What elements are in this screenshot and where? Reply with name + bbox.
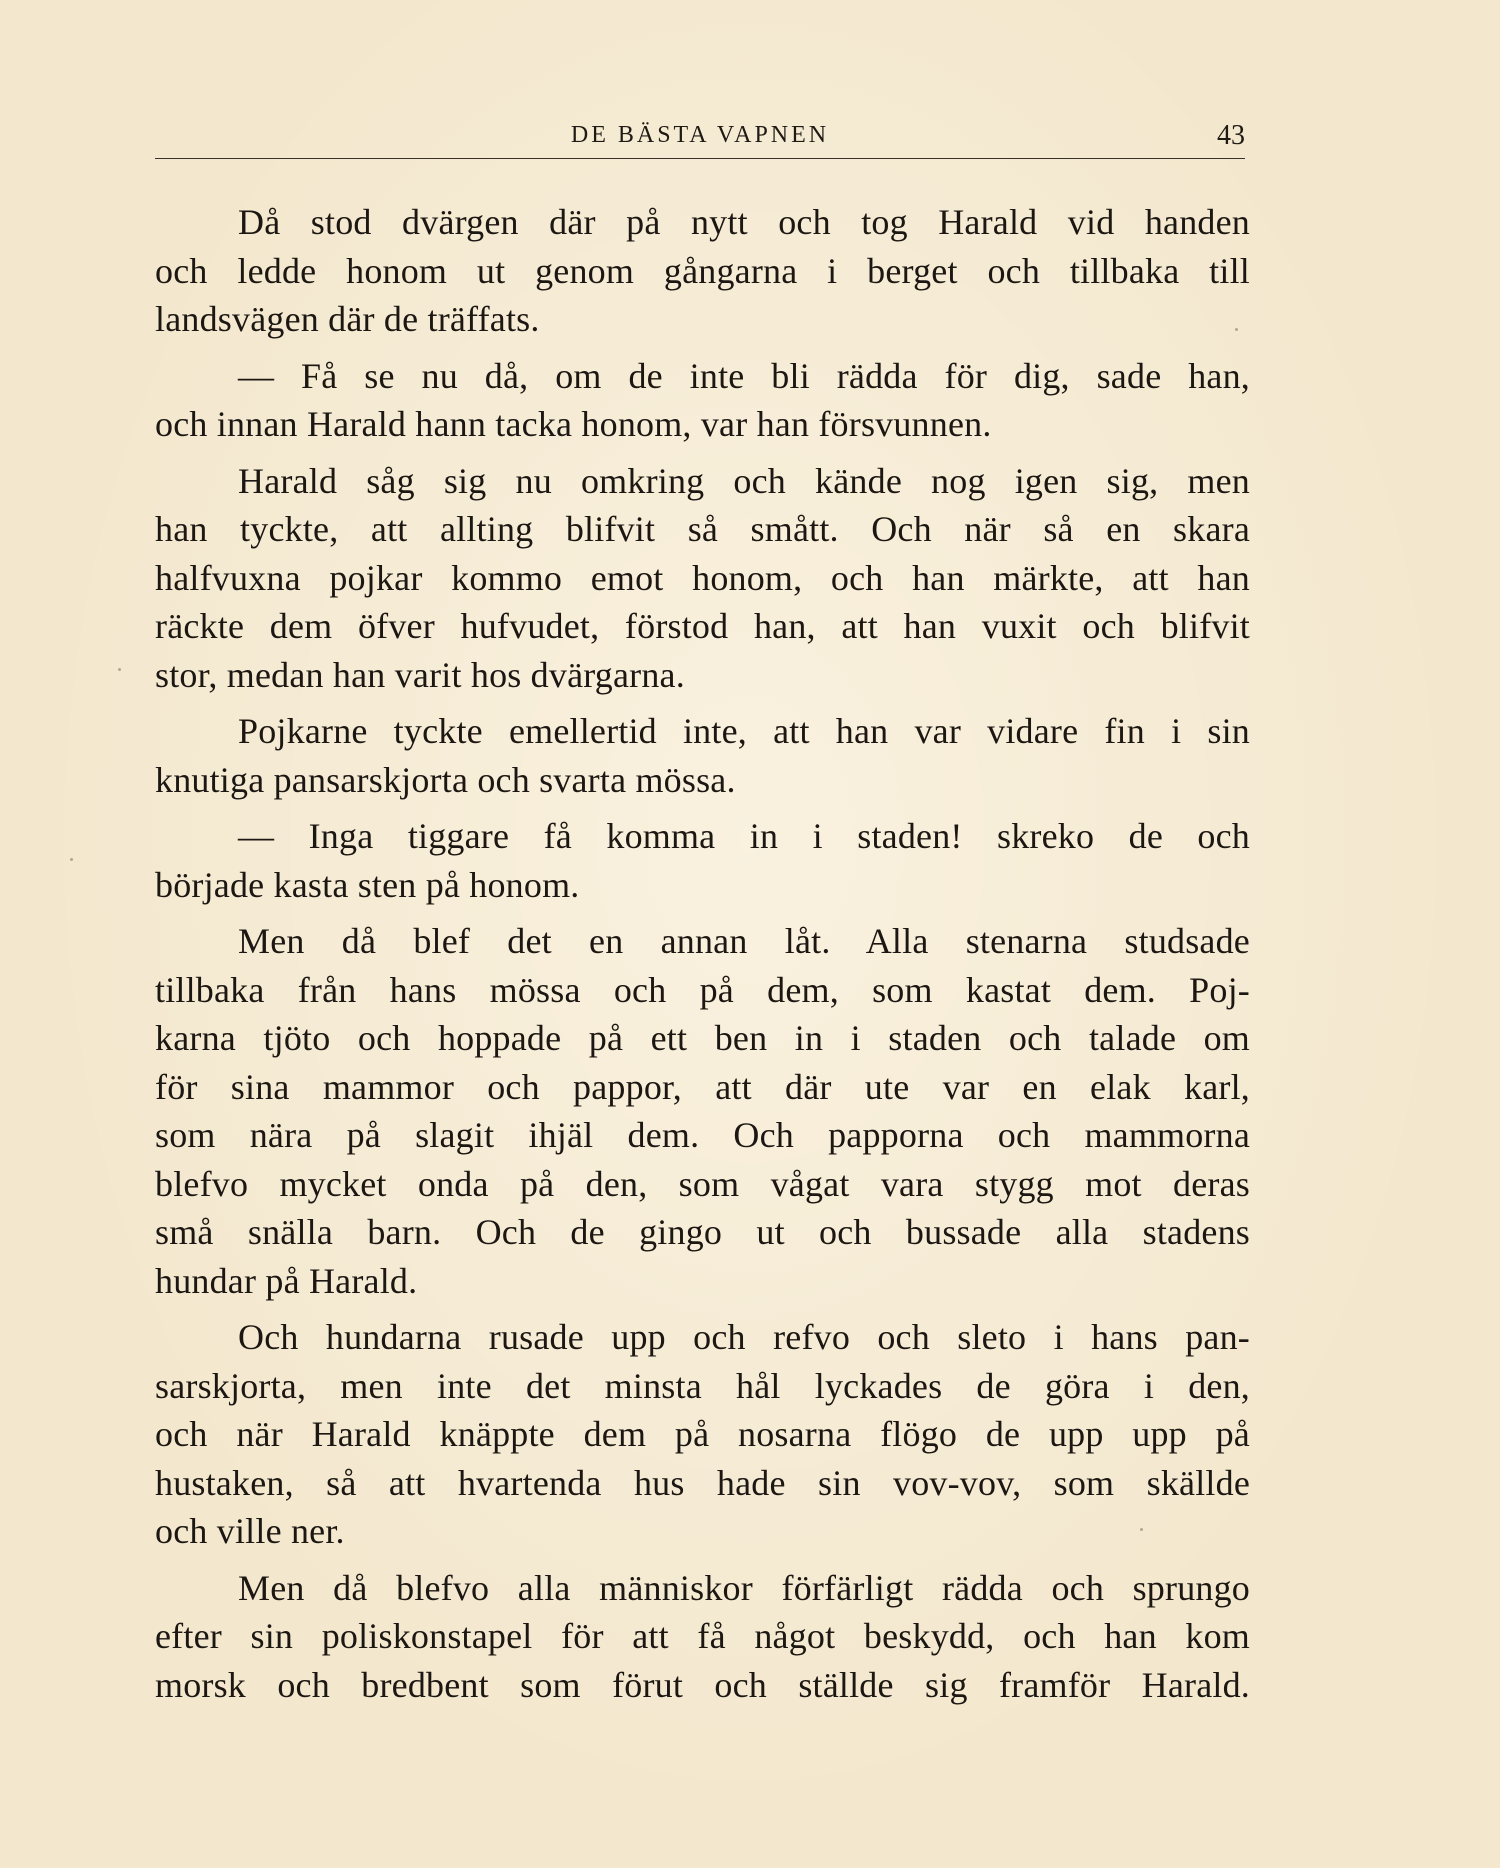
text-line: stor, medan han varit hos dvärgarna. xyxy=(155,654,685,695)
text-line: blefvo mycket onda på den, som vågat vara stygg mot deras xyxy=(155,1163,1250,1204)
text-line: och innan Harald hann tacka honom, var han försvunnen. xyxy=(155,404,992,444)
text-line: som nära på slagit ihjäl dem. Och papporna och mammorna xyxy=(155,1115,1250,1155)
text-line: Men då blefvo alla människor förfärligt rädda och sprungo xyxy=(238,1567,1250,1608)
text-line: — Få se nu då, om de inte bli rädda för dig, sade han, xyxy=(238,355,1250,396)
text-line: Men då blef det en annan låt. Alla stenarna studsade xyxy=(238,921,1250,961)
text-line: för sina mammor och pappor, att där ute var en elak karl, xyxy=(155,1066,1250,1107)
running-title: DE BÄSTA VAPNEN xyxy=(570,122,830,148)
text-line: halfvuxna pojkar kommo emot honom, och han märkte, att han xyxy=(155,557,1250,598)
text-line: små snälla barn. Och de gingo ut och bussade alla stadens xyxy=(155,1212,1250,1252)
text-line: började kasta sten på honom. xyxy=(155,864,580,905)
text-line: Harald såg sig nu omkring och kände nog igen sig, men xyxy=(238,460,1250,501)
text-line: knutiga pansarskjorta och svarta mössa. xyxy=(155,759,736,800)
body-text xyxy=(155,198,1250,1709)
paper-speck xyxy=(70,858,73,861)
paragraph xyxy=(155,707,1250,804)
paragraph xyxy=(155,1564,1250,1710)
running-head xyxy=(155,118,1245,158)
header-rule xyxy=(155,158,1245,159)
text-line: och när Harald knäppte dem på nosarna flögo de upp upp på xyxy=(155,1414,1250,1454)
paragraph xyxy=(155,352,1250,449)
text-line: han tyckte, att allting blifvit så smått. Och när så en skara xyxy=(155,509,1250,549)
paragraph xyxy=(155,812,1250,909)
text-line: räckte dem öfver hufvudet, förstod han, att han vuxit och blifvit xyxy=(155,606,1250,646)
paragraph xyxy=(155,198,1250,344)
paper-speck xyxy=(1235,328,1238,331)
text-line: hundar på Harald. xyxy=(155,1260,418,1301)
text-line: karna tjöto och hoppade på ett ben in i staden och talade om xyxy=(155,1018,1250,1058)
text-line: — Inga tiggare få komma in i staden! skreko de och xyxy=(238,816,1250,856)
text-line: landsvägen där de träffats. xyxy=(155,299,540,339)
text-line: och ville ner. xyxy=(155,1511,345,1551)
paragraph xyxy=(155,457,1250,700)
text-line: morsk och bredbent som förut och ställde sig framför Harald. xyxy=(155,1664,1250,1705)
text-line: Då stod dvärgen där på nytt och tog Harald vid handen xyxy=(238,202,1250,242)
paper-speck xyxy=(118,668,121,671)
page-number: 43 xyxy=(1217,120,1245,151)
text-line: efter sin poliskonstapel för att få något beskydd, och han kom xyxy=(155,1616,1250,1656)
text-line: och ledde honom ut genom gångarna i berget och tillbaka till xyxy=(155,250,1250,291)
text-line: sarskjorta, men inte det minsta hål lyckades de göra i den, xyxy=(155,1365,1250,1406)
paragraph xyxy=(155,917,1250,1305)
paragraph xyxy=(155,1313,1250,1556)
text-line: tillbaka från hans mössa och på dem, som kastat dem. Poj- xyxy=(155,969,1250,1010)
text-line: hustaken, så att hvartenda hus hade sin vov-vov, som skällde xyxy=(155,1462,1250,1503)
text-line: Pojkarne tyckte emellertid inte, att han var vidare fin i sin xyxy=(238,711,1250,751)
text-line: Och hundarna rusade upp och refvo och sleto i hans pan- xyxy=(238,1317,1250,1357)
paper-speck xyxy=(1140,1528,1143,1531)
